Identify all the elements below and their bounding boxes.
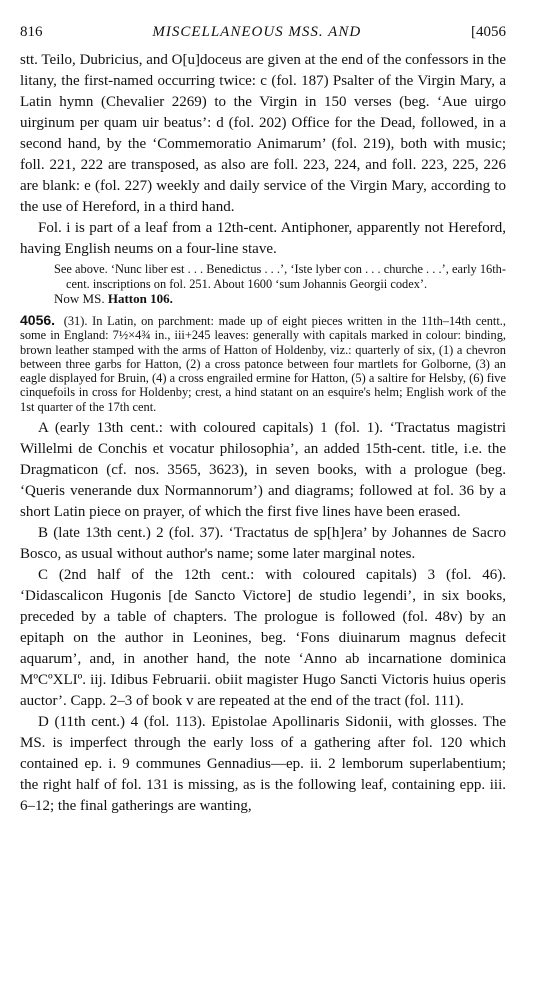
entry-range: [4056: [471, 24, 506, 40]
section-d: D (11th cent.) 4 (fol. 113). Epistolae Apollinaris Sidonii, with glosses. The MS. is imperfect through the early loss of a gathering after fol. 120 which contained ep. i. 9 communes Gennadius—ep. ii. 2 lemborum superlabentium; the right half of fol. 131 is missing, as is the following leaf, containing epp. iii. 6–12; the final gatherings are wanting,: [20, 714, 506, 815]
section-c: C (2nd half of the 12th cent.: with coloured capitals) 3 (fol. 46). ‘Didascalicon Hugonis [de Sancto Victore] de studio legendi’, in six books, preceded by a table of chapters. The prologue is followed (fol. 48v) by an epitaph on the author in Leonines, beg. ‘Fons diuinarum magnus defecit aquarum’, and, in another hand, the note ‘Anno ab incarnatione dominica MºCºXLIº. iij. Idibus Februarii. obiit magister Hugo Sancti Victoris huius operis auctor’. Capp. 2–3 of book v are repeated at the end of the tract (fol. 111).: [20, 567, 506, 710]
catalogue-entry: [20, 313, 506, 414]
section-b: B (late 13th cent.) 2 (fol. 37). ‘Tractatus de sp[h]era’ by Johannes de Sacro Bosco, as usual without author's name; some later marginal notes.: [20, 525, 506, 563]
running-title: MISCELLANEOUS MSS. AND: [152, 24, 362, 40]
shelfmark-line: [20, 291, 506, 306]
paragraph: stt. Teilo, Dubricius, and O[u]doceus are given at the end of the confessors in the litany, the first-named occurring twice: c (fol. 187) Psalter of the Virgin Mary, a Latin hymn (Chevalier 2269) to the Virgin in 150 verses (beg. ‘Aue uirgo uirginum per quam uir beatus’: d (fol. 202) Office for the Dead, followed, in a second hand, by the ‘Commemoratio Animarum’ (fol. 219), both with music; foll. 221, 222 are transposed, as also are foll. 223, 224, and foll. 223, 225, 226 are blank: e (fol. 227) weekly and daily service of the Virgin Mary, according to the use of Hereford, in a third hand.: [20, 52, 506, 215]
entry-description: (31). In Latin, on parchment: made up of eight pieces written in the 11th–14th centt., some in England: 7½×4¾ in., iii+245 leaves: generally with capitals marked in colour: binding, brown leather stamped with the arms of Hatton of Holdenby, viz.: quarterly of six, (1) a chevron between three garbs for Hatton, (2) a cross patonce between four martlets for Golborne, (3) an eagle displayed for Bruin, (4) a cross engrailed ermine for Hatton, (5) a saltire for Helsby, (6) five cinquefoils in cross for Holdenby; crest, a hind statant on an esquire's helm; English work of the 1st quarter of the 17th cent.: [20, 314, 506, 414]
shelfmark-prefix: Now MS.: [54, 291, 105, 306]
paragraph: Fol. i is part of a leaf from a 12th-cent. Antiphoner, apparently not Hereford, having English neums on a four-line stave.: [20, 220, 506, 257]
page: [20, 24, 506, 817]
entry-number: 4056.: [20, 312, 56, 328]
page-number: 816: [20, 24, 43, 40]
section-a: A (early 13th cent.: with coloured capitals) 1 (fol. 1). ‘Tractatus magistri Willelmi de Conchis et vocatur philosophia’, an added 15th-cent. title, i.e. the Dragmaticon (cf. nos. 3565, 3623), in seven books, with a prologue (beg. ‘Queris venerande dux Normannorum’) and diagrams; followed at fol. 36 by a short Latin piece on prayer, of which the first five lines have been erased.: [20, 420, 506, 521]
running-header: [20, 24, 506, 46]
provenance-note: See above. ‘Nunc liber est . . . Benedictus . . .’, ‘Iste lyber con . . . churche . . .’, early 16th-cent. inscriptions on fol. 251. About 1600 ‘sum Johannis Georgii codex’.: [54, 262, 506, 291]
shelfmark: Hatton 106.: [107, 291, 173, 306]
